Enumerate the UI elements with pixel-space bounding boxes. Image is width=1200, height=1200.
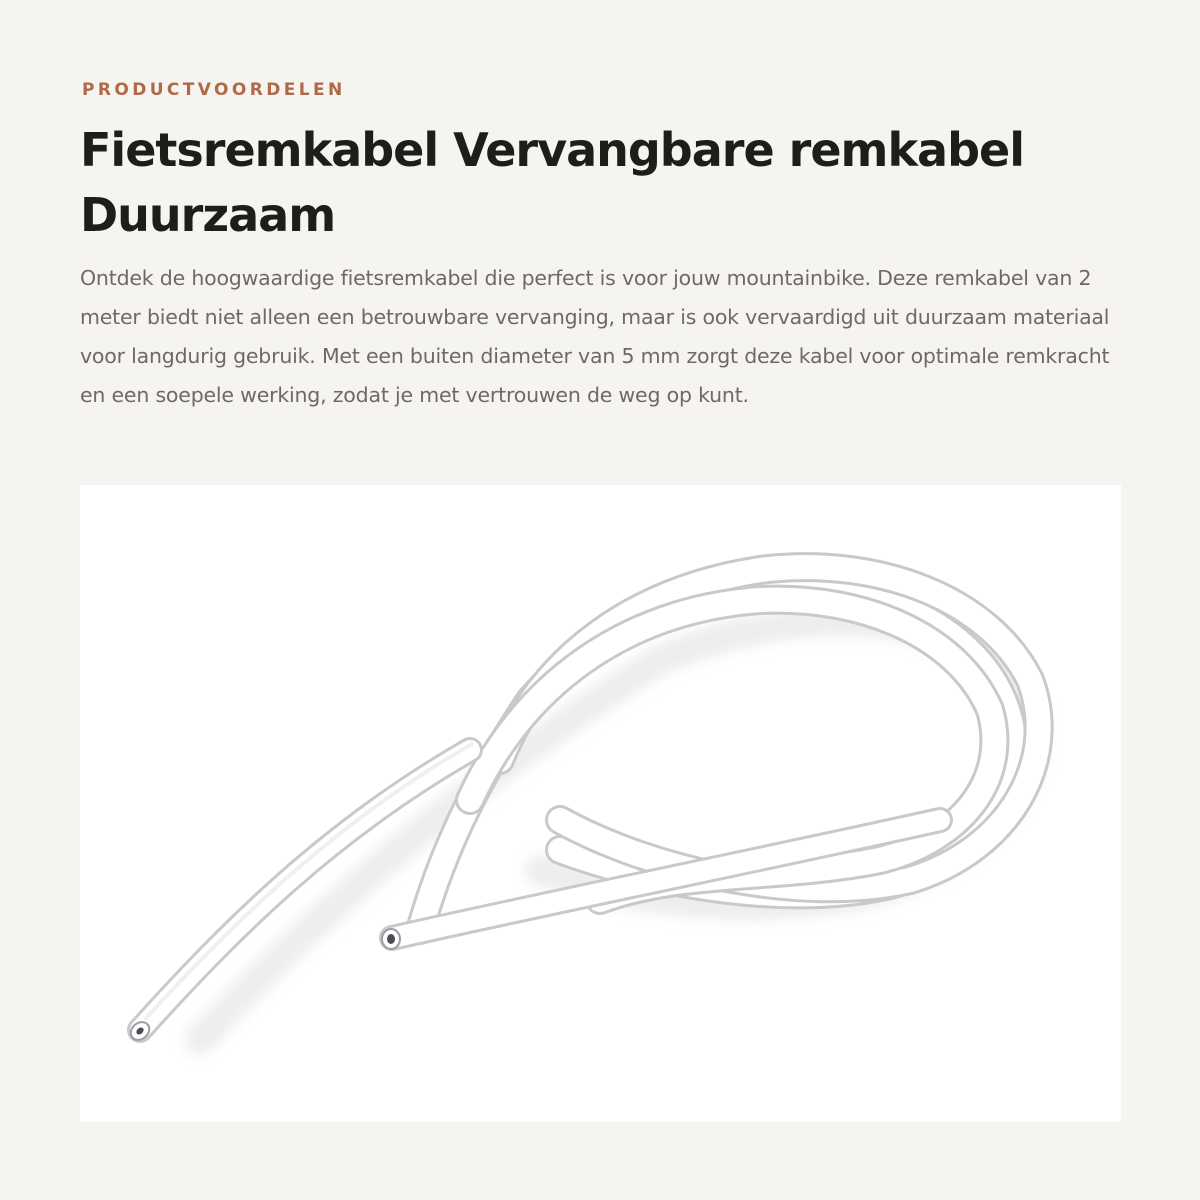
product-description: Ontdek de hoogwaardige fietsremkabel die perfect is voor jouw mountainbike. Deze remkabel van 2 meter biedt niet alleen een betrouwbare vervanging, maar is ook vervaardigd uit duurzaam materiaal voor langdurig gebruik. Met een buiten diameter van 5 mm zorgt deze kabel voor optimale remkracht en een soepele werking, zodat je met vertrouwen de weg op kunt. [80, 266, 1110, 407]
cable-end-front [382, 929, 400, 949]
brake-cable-illustration [80, 485, 1121, 1122]
product-title: Fietsremkabel Vervangbare remkabel Duurzaam [80, 123, 1024, 242]
product-image [80, 485, 1121, 1122]
section-eyebrow: PRODUCTVOORDELEN [82, 80, 346, 100]
